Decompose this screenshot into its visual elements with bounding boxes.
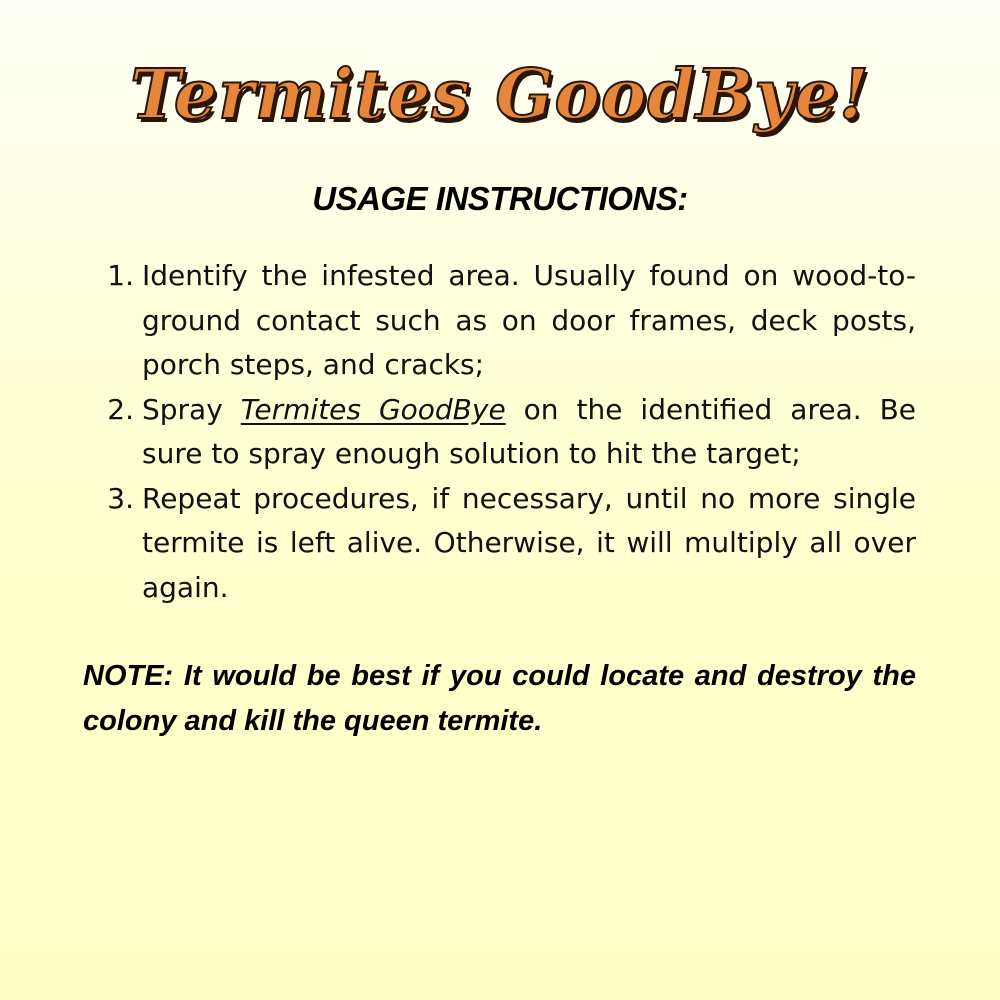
product-name-link: Termites GoodBye [240, 392, 506, 426]
instruction-step [104, 254, 916, 388]
step-text: Identify the infested area. Usually found on wood-to-ground contact such as on door frames, deck posts, porch steps, and cracks; [142, 259, 916, 381]
instruction-step [104, 477, 916, 611]
step-text: Repeat procedures, if necessary, until no more single termite is left alive. Otherwise, it will multiply all over again. [142, 481, 916, 604]
instruction-list [104, 254, 916, 610]
step-number: 3. [107, 481, 134, 515]
usage-instructions-heading: USAGE INSTRUCTIONS: [312, 180, 688, 217]
instruction-step [104, 388, 916, 477]
product-title: Termites GoodBye! [130, 55, 870, 135]
step-text-after: on the identified area. Be sure to spray enough solution to hit the target; [142, 392, 917, 470]
step-text-before: Spray [142, 392, 223, 426]
step-number: 1. [107, 259, 134, 292]
step-number: 2. [107, 392, 134, 426]
note-text: NOTE: It would be best if you could locate and destroy the colony and kill the queen termite. [83, 660, 916, 737]
